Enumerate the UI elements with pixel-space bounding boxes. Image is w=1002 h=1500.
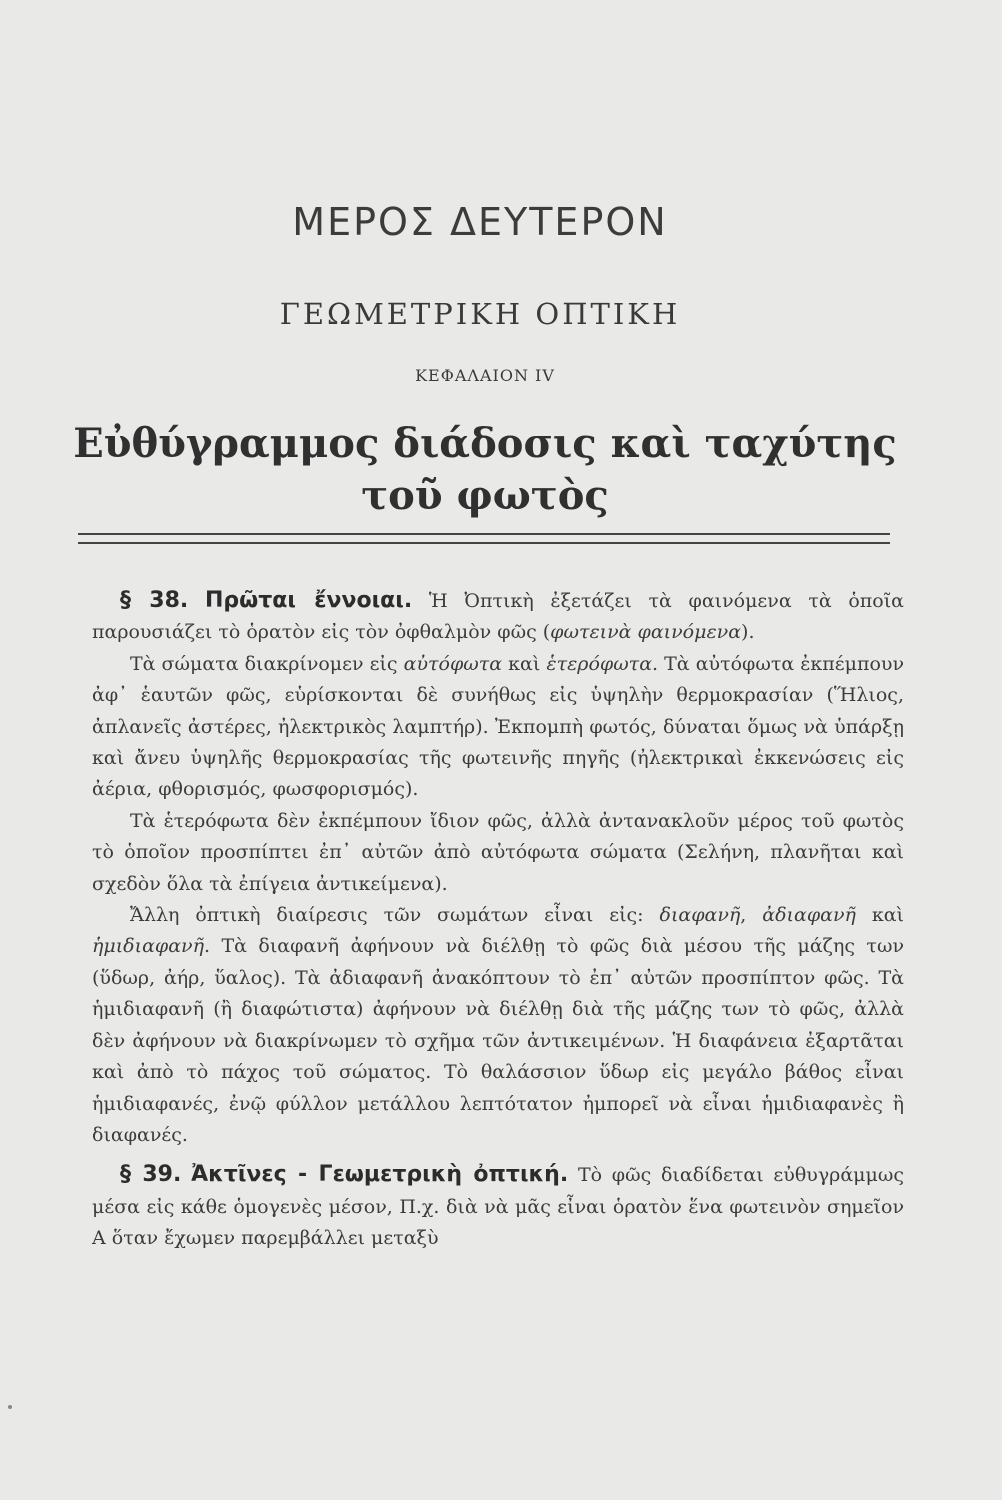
body-text: [92, 585, 904, 1255]
text-run-italic: φωτεινὰ φαινόμενα: [550, 621, 742, 644]
paragraph-38-intro: [92, 585, 904, 649]
text-run: ,: [740, 904, 763, 927]
chapter-title: Εὐθύγραμμος διάδοσις καὶ ταχύτης τοῦ φωτὸς: [73, 420, 897, 519]
text-run: . Τὰ διαφανῆ ἀφήνουν νὰ διέλθῃ τὸ φῶς διὰ μέσου τῆς μάζης των (ὕδωρ, ἀήρ, ὕαλος). Τὰ ἀδιαφανῆ ἀνακόπτουν τὸ ἐπ᾽ αὐτῶν προσπίπτον φῶς. Τὰ ἡμιδιαφανῆ (ἢ διαφώτιστα) ἀφήνουν νὰ διέλθῃ διὰ τῆς μάζης των τὸ φῶς, ἀλλὰ δὲν ἀφήνουν νὰ διακρίνωμεν τὸ σχῆμα τῶν ἀντικειμένων. Ἡ διαφάνεια ἐξαρτᾶται καὶ ἀπὸ τὸ πάχος τοῦ σώματος. Τὸ θαλάσσιον ὕδωρ εἰς μεγάλο βάθος εἶναι ἡμιδιαφανές, ἐνῷ φύλλον μετάλλου λεπτότατον ἠμπορεῖ νὰ εἶναι ἡμιδιαφανὲς ἢ διαφανές.: [92, 935, 904, 1146]
text-run-italic: διαφανῆ: [659, 904, 741, 927]
double-rule-top: [78, 533, 890, 535]
section-heading-38: Πρῶται ἔννοιαι.: [204, 588, 413, 613]
paragraph-39-intro: [92, 1159, 904, 1254]
text-run: Τὸ φῶς διαδίδεται εὐθυγράμμως μέσα εἰς κάθε ὁμογενὲς μέσον, Π.χ. διὰ νὰ μᾶς εἶναι ὁρατὸν ἕνα φωτεινὸν σημεῖον Α ὅταν ἔχωμεν παρεμβάλλει μεταξὺ: [92, 1164, 905, 1250]
section-number-39: § 39.: [120, 1162, 182, 1188]
text-run: καὶ: [855, 904, 904, 927]
text-run-italic: ἡμιδιαφανῆ: [92, 935, 204, 958]
paragraph-self-luminous: [92, 649, 904, 806]
section-number-38: § 38.: [120, 588, 189, 613]
part-title: ΜΕΡΟΣ ΔΕΥΤΕΡΟΝ: [292, 200, 668, 244]
paragraph-transparency: [92, 900, 904, 1151]
text-run: Τὰ σώματα διακρίνομεν εἰς: [130, 652, 404, 675]
text-run: Ἡ Ὀπτικὴ ἐξετάζει τὰ φαινόμενα τὰ ὁποῖα παρουσιάζει τὸ ὁρατὸν εἰς τὸν ὀφθαλμὸν φῶς (: [92, 590, 904, 644]
text-run: ).: [741, 621, 755, 644]
text-run-italic: αὐτόφωτα: [403, 652, 503, 675]
double-rule-bottom: [78, 542, 890, 544]
section-title: ΓΕΩΜΕΤΡΙΚΗ ΟΠΤΙΚΗ: [279, 297, 681, 331]
text-run-italic: ἀδιαφανῆ: [762, 904, 856, 927]
print-speck: [8, 1405, 12, 1409]
chapter-label: ΚΕΦΑΛΑΙΟΝ IV: [415, 366, 555, 385]
text-run: Τὰ ἑτερόφωτα δὲν ἐκπέμπουν ἴδιον φῶς, ἀλλὰ ἀντανακλοῦν μέρος τοῦ φωτὸς τὸ ὁποῖον προσπίπτει ἐπ᾽ αὐτῶν ἀπὸ αὐτόφωτα σώματα (Σελήνη, πλανῆται καὶ σχεδὸν ὅλα τὰ ἐπίγεια ἀντικείμενα).: [92, 809, 904, 895]
section-heading-39: Ἀκτῖνες - Γεωμετρικὴ ὀπτική.: [191, 1162, 569, 1188]
text-run-italic: ἑτερόφωτα: [546, 652, 653, 675]
text-run: Ἄλλη ὀπτικὴ διαίρεσις τῶν σωμάτων εἶναι εἰς:: [130, 904, 660, 927]
text-run: . Τὰ αὐτόφωτα ἐκπέμπουν ἀφ᾽ ἑαυτῶν φῶς, εὑρίσκονται δὲ συνήθως εἰς ὑψηλὴν θερμοκρασίαν (Ἥλιος, ἀπλανεῖς ἀστέρες, ἠλεκτρικὸς λαμπτήρ). Ἐκπομπὴ φωτός, δύναται ὅμως νὰ ὑπάρξῃ καὶ ἄνευ ὑψηλῆς θερμοκρασίας τῆς φωτεινῆς πηγῆς (ἠλεκτρικαὶ ἐκκενώσεις εἰς ἀέρια, φθορισμός, φωσφορισμός).: [92, 652, 904, 801]
text-run: καὶ: [502, 652, 547, 675]
paragraph-non-luminous: [92, 806, 904, 900]
